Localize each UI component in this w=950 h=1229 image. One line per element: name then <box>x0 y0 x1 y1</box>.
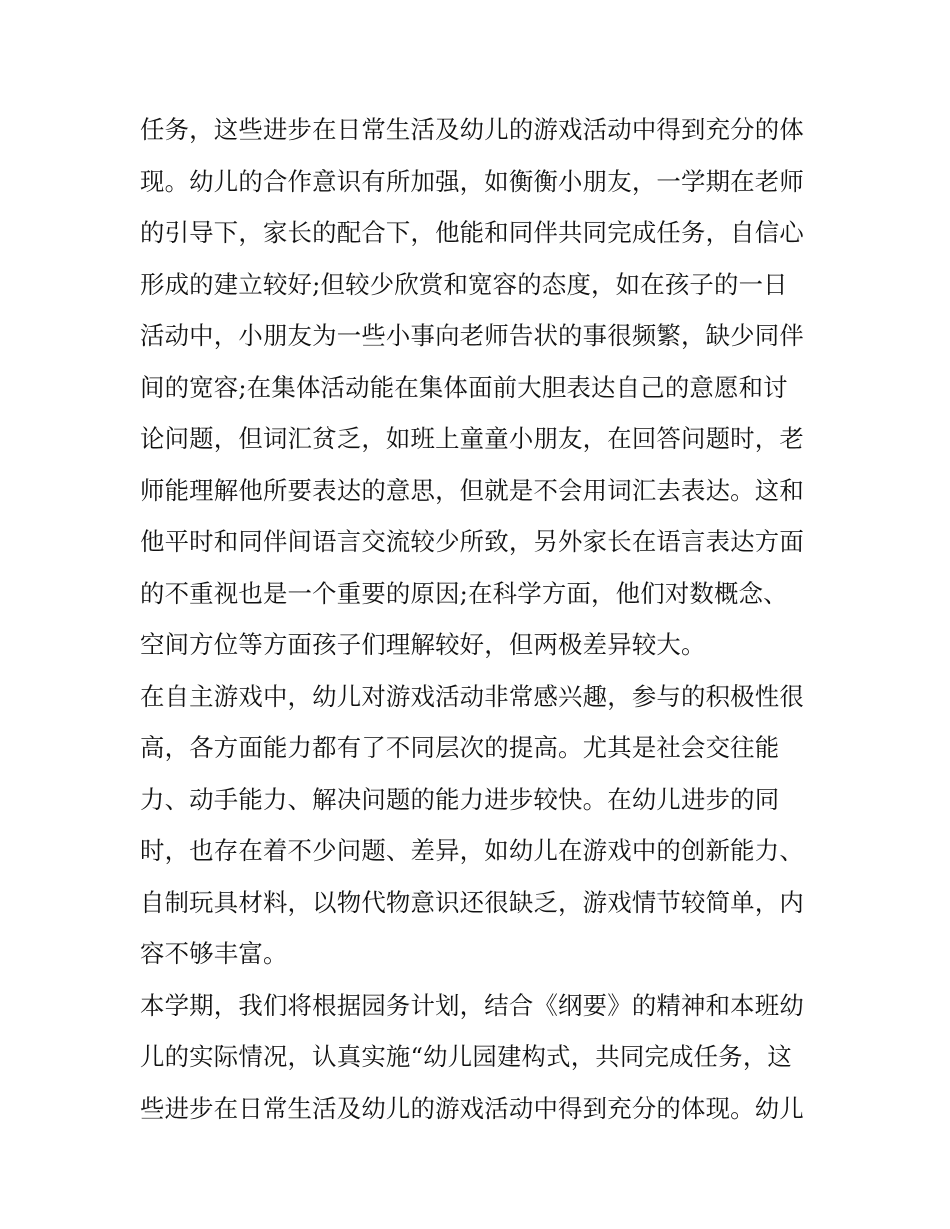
text-line: 形成的建立较好;但较少欣赏和宽容的态度，如在孩子的一日 <box>140 269 788 299</box>
text-line: 现。幼儿的合作意识有所加强，如衡衡小朋友，一学期在老师 <box>140 166 804 196</box>
text-line: 力、动手能力、解决问题的能力进步较快。在幼儿进步的同 <box>140 784 780 814</box>
text-line: 儿的实际情况，认真实施“幼儿园建构式，共同完成任务，这 <box>140 1042 793 1071</box>
text-line: 高，各方面能力都有了不同层次的提高。尤其是社会交往能 <box>140 733 780 762</box>
text-line: 本学期，我们将根据园务计划，结合《纲要》的精神和本班幼 <box>140 990 804 1020</box>
text-line: 师能理解他所要表达的意思，但就是不会用词汇去表达。这和 <box>140 475 804 505</box>
text-line: 论问题，但词汇贫乏，如班上童童小朋友，在回答问题时，老 <box>140 424 804 453</box>
text-line: 在自主游戏中，幼儿对游戏活动非常感兴趣，参与的积极性很 <box>140 681 804 711</box>
text-line: 的引导下，家长的配合下，他能和同伴共同完成任务，自信心 <box>140 218 804 247</box>
text-line: 的不重视也是一个重要的原因;在科学方面，他们对数概念、 <box>140 578 788 608</box>
text-line: 他平时和同伴间语言交流较少所致，另外家长在语言表达方面 <box>140 527 804 556</box>
text-line: 活动中，小朋友为一些小事向老师告状的事很频繁，缺少同伴 <box>140 321 804 350</box>
document-body <box>140 104 816 1134</box>
text-line: 空间方位等方面孩子们理解较好，但两极差异较大。 <box>140 630 706 659</box>
text-line: 间的宽容;在集体活动能在集体面前大胆表达自己的意愿和讨 <box>140 372 788 402</box>
text-line: 任务，这些进步在日常生活及幼儿的游戏活动中得到充分的体 <box>140 115 804 144</box>
text-line: 自制玩具材料，以物代物意识还很缺乏，游戏情节较简单，内 <box>140 887 804 917</box>
text-line: 容不够丰富。 <box>140 939 288 968</box>
text-line: 些进步在日常生活及幼儿的游戏活动中得到充分的体现。幼儿 <box>140 1093 804 1123</box>
text-line: 时，也存在着不少问题、差异，如幼儿在游戏中的创新能力、 <box>140 836 804 865</box>
